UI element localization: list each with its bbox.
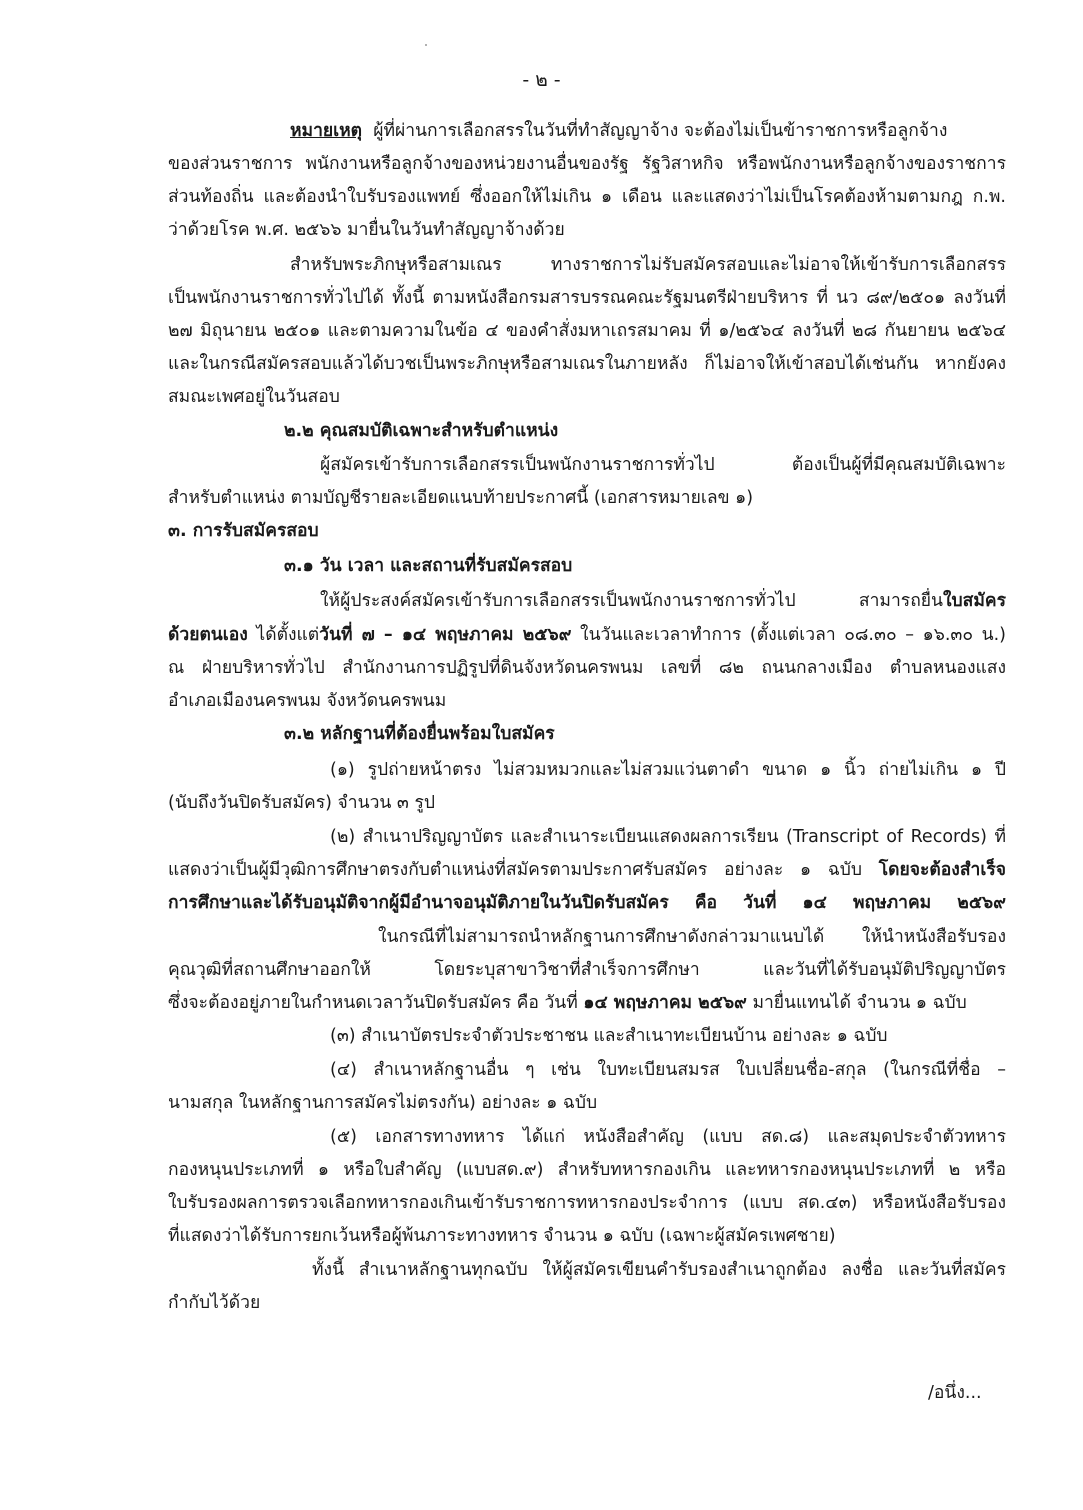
monk-line-3: ๒๗ มิถุนายน ๒๕๐๑ และตามความในข้อ ๔ ของคำสั่งมหาเถรสมาคม ที่ ๑/๒๕๖๔ ลงวันที่ ๒๘ กันยายน ๒๕๖๔ (168, 321, 1006, 341)
s31-line-2-text-b: ได้ตั้งแต่ (247, 625, 320, 645)
s32-item2-p2-line-3-text: ซึ่งจะต้องอยู่ภายในกำหนดเวลาวันปิดรับสมัคร คือ วันที่ (168, 993, 584, 1013)
section-3-2-heading: ๓.๒ หลักฐานที่ต้องยื่นพร้อมใบสมัคร (284, 724, 555, 744)
s32-item2-line-1: (๒) สำเนาปริญญาบัตร และสำเนาระเบียนแสดงผลการเรียน (Transcript of Records) ที่ (330, 827, 1006, 847)
s31-line-2-text-d: ในวันและเวลาทำการ (ตั้งแต่เวลา ๐๘.๓๐ – ๑๖.๓๐ น.) (571, 625, 1007, 645)
note-text-1: ผู้ที่ผ่านการเลือกสรรในวันที่ทำสัญญาจ้าง จะต้องไม่เป็นข้าราชการหรือลูกจ้าง (373, 121, 948, 141)
section-3-1-heading: ๓.๑ วัน เวลา และสถานที่รับสมัครสอบ (284, 556, 573, 576)
note-label: หมายเหตุ (290, 121, 363, 141)
s32-item2-line-3: การศึกษาและได้รับอนุมัติจากผู้มีอำนาจอนุมัติภายในวันปิดรับสมัคร คือ วันที่ ๑๔ พฤษภาคม ๒๕๖๙ (168, 893, 1006, 913)
s22-line-1: ผู้สมัครเข้ารับการเลือกสรรเป็นพนักงานราชการทั่วไป ต้องเป็นผู้ที่มีคุณสมบัติเฉพาะ (320, 455, 1006, 475)
section-2-2-heading: ๒.๒ คุณสมบัติเฉพาะสำหรับตำแหน่ง (284, 421, 559, 441)
s32-item2-line-2-text: แสดงว่าเป็นผู้มีวุฒิการศึกษาตรงกับตำแหน่งที่สมัครตามประกาศรับสมัคร อย่างละ ๑ ฉบับ (168, 860, 879, 880)
s31-line-4: อำเภอเมืองนครพนม จังหวัดนครพนม (168, 691, 447, 711)
s31-line-3: ณ ฝ่ายบริหารทั่วไป สำนักงานการปฏิรูปที่ดินจังหวัดนครพนม เลขที่ ๘๒ ถนนกลางเมือง ตำบลหนองแสง (168, 658, 1006, 678)
closing-line-2: กำกับไว้ด้วย (168, 1293, 261, 1313)
s31-line-1-bold: ใบสมัคร (943, 591, 1006, 611)
monk-line-1: สำหรับพระภิกษุหรือสามเณร ทางราชการไม่รับสมัครสอบและไม่อาจให้เข้ารับการเลือกสรร (290, 255, 1006, 275)
s32-item3: (๓) สำเนาบัตรประจำตัวประชาชน และสำเนาทะเบียนบ้าน อย่างละ ๑ ฉบับ (330, 1026, 888, 1046)
note-line-4: ว่าด้วยโรค พ.ศ. ๒๕๖๖ มายื่นในวันทำสัญญาจ้างด้วย (168, 220, 565, 240)
s22-line-2: สำหรับตำแหน่ง ตามบัญชีรายละเอียดแนบท้ายประกาศนี้ (เอกสารหมายเลข ๑) (168, 488, 754, 508)
s32-item2-line-2 (168, 855, 1006, 885)
s32-item5-line-3: ใบรับรองผลการตรวจเลือกทหารกองเกินเข้ารับราชการทหารกองประจำการ (แบบ สด.๔๓) หรือหนังสือรับรอง (168, 1193, 1006, 1213)
s32-item1-line-1: (๑) รูปถ่ายหน้าตรง ไม่สวมหมวกและไม่สวมแว่นตาดำ ขนาด ๑ นิ้ว ถ่ายไม่เกิน ๑ ปี (330, 760, 1006, 780)
s32-item5-line-1: (๕) เอกสารทางทหาร ได้แก่ หนังสือสำคัญ (แบบ สด.๘) และสมุดประจำตัวทหาร (330, 1127, 1006, 1147)
s31-line-2-bold-a: ด้วยตนเอง (168, 625, 248, 645)
s31-line-2 (168, 620, 1006, 650)
monk-line-2: เป็นพนักงานราชการทั่วไปได้ ทั้งนี้ ตามหนังสือกรมสารบรรณคณะรัฐมนตรีฝ่ายบริหาร ที่ นว ๘๙/๒๕๐๑ ลงวันที่ (168, 288, 1006, 308)
section-3-heading: ๓. การรับสมัครสอบ (168, 521, 319, 541)
s31-line-1 (320, 586, 1006, 616)
s32-item2-p2-line-2: คุณวุฒิที่สถานศึกษาออกให้ โดยระบุสาขาวิชาที่สำเร็จการศึกษา และวันที่ได้รับอนุมัติปริญญาบัตร (168, 960, 1006, 980)
s32-item2-p2-line-3 (168, 988, 967, 1018)
page-number: - ๒ - (522, 69, 561, 91)
note-line-3: ส่วนท้องถิ่น และต้องนำใบรับรองแพทย์ ซึ่งออกให้ไม่เกิน ๑ เดือน และแสดงว่าไม่เป็นโรคต้องห้ามตามกฎ ก.พ. (168, 187, 1006, 207)
s32-item2-line-2-bold: โดยจะต้องสำเร็จ (878, 860, 1006, 880)
note-line-1 (290, 116, 1006, 146)
s31-line-2-bold-date: วันที่ ๗ – ๑๔ พฤษภาคม ๒๕๖๙ (319, 625, 572, 645)
note-line-2: ของส่วนราชการ พนักงานหรือลูกจ้างของหน่วยงานอื่นของรัฐ รัฐวิสาหกิจ หรือพนักงานหรือลูกจ้างของราชการ (168, 154, 1006, 174)
closing-line-1: ทั้งนี้ สำเนาหลักฐานทุกฉบับ ให้ผู้สมัครเขียนคำรับรองสำเนาถูกต้อง ลงชื่อ และวันที่สมัคร (312, 1260, 1006, 1280)
s32-item2-p2-line-1: ในกรณีที่ไม่สามารถนำหลักฐานการศึกษาดังกล่าวมาแนบได้ ให้นำหนังสือรับรอง (378, 927, 1006, 947)
s32-item2-p2-line-3-tail: มายื่นแทนได้ จำนวน ๑ ฉบับ (746, 993, 967, 1013)
s32-item4-line-1: (๔) สำเนาหลักฐานอื่น ๆ เช่น ใบทะเบียนสมรส ใบเปลี่ยนชื่อ-สกุล (ในกรณีที่ชื่อ – (330, 1060, 1006, 1080)
s32-item5-line-4: ที่แสดงว่าได้รับการยกเว้นหรือผู้พ้นภาระทางทหาร จำนวน ๑ ฉบับ (เฉพาะผู้สมัครเพศชาย) (168, 1226, 836, 1246)
s31-line-1-text: ให้ผู้ประสงค์สมัครเข้ารับการเลือกสรรเป็นพนักงานราชการทั่วไป สามารถยื่น (320, 591, 944, 611)
s32-item4-line-2: นามสกุล ในหลักฐานการสมัครไม่ตรงกัน) อย่างละ ๑ ฉบับ (168, 1093, 598, 1113)
monk-line-5: สมณะเพศอยู่ในวันสอบ (168, 387, 340, 407)
s32-item2-p2-line-3-bold: ๑๔ พฤษภาคม ๒๕๖๙ (583, 993, 747, 1013)
continuation-marker: /อนึ่ง... (928, 1383, 982, 1403)
s32-item1-line-2: (นับถึงวันปิดรับสมัคร) จำนวน ๓ รูป (168, 793, 435, 813)
s32-item5-line-2: กองหนุนประเภทที่ ๑ หรือใบสำคัญ (แบบสด.๙) สำหรับทหารกองเกิน และทหารกองหนุนประเภทที่ ๒ หรือ (168, 1160, 1006, 1180)
monk-line-4: และในกรณีสมัครสอบแล้วได้บวชเป็นพระภิกษุหรือสามเณรในภายหลัง ก็ไม่อาจให้เข้าสอบได้เช่นกัน หากยังคง (168, 354, 1006, 374)
scan-speck (425, 44, 427, 46)
